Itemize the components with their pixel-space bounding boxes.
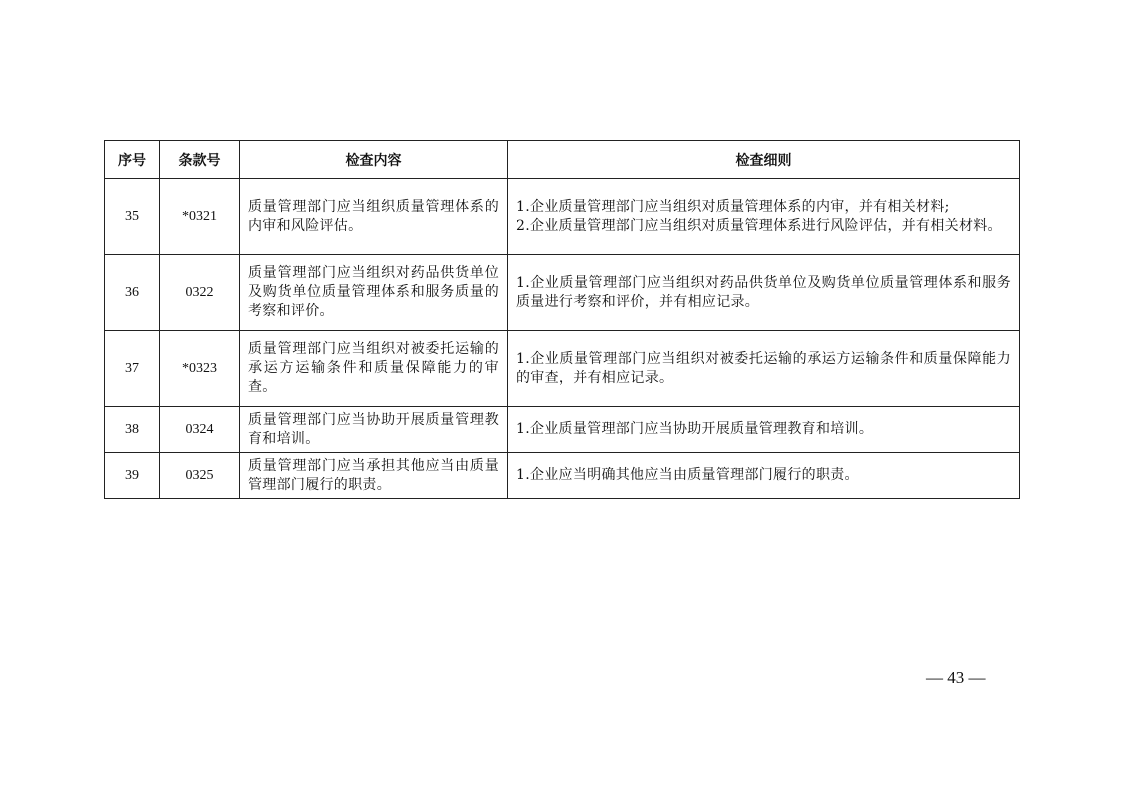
table-row (105, 331, 1020, 407)
header-detail: 检查细则 (508, 141, 1020, 179)
header-content: 检查内容 (240, 141, 508, 179)
seq-cell: 36 (105, 255, 160, 331)
seq-cell: 35 (105, 179, 160, 255)
content-cell: 质量管理部门应当承担其他应当由质量管理部门履行的职责。 (240, 453, 508, 499)
content-cell: 质量管理部门应当组织对药品供货单位及购货单位质量管理体系和服务质量的考察和评价。 (240, 255, 508, 331)
clause-cell: 0324 (160, 407, 240, 453)
table-header-row (105, 141, 1020, 179)
detail-line: 1.企业质量管理部门应当组织对被委托运输的承运方运输条件和质量保障能力的审查，并有相应记录。 (516, 350, 1011, 386)
detail-line: 1.企业质量管理部门应当协助开展质量管理教育和培训。 (516, 421, 874, 437)
detail-line: 1.企业质量管理部门应当组织对质量管理体系的内审，并有相关材料; (516, 198, 950, 215)
seq-cell: 38 (105, 407, 160, 453)
detail-cell (508, 453, 1020, 499)
table-row (105, 255, 1020, 331)
header-clause: 条款号 (160, 141, 240, 179)
detail-cell (508, 179, 1020, 255)
clause-cell: 0325 (160, 453, 240, 499)
seq-cell: 39 (105, 453, 160, 499)
content-cell: 质量管理部门应当组织对被委托运输的承运方运输条件和质量保障能力的审查。 (240, 331, 508, 407)
content-cell: 质量管理部门应当协助开展质量管理教育和培训。 (240, 407, 508, 453)
clause-cell: 0322 (160, 255, 240, 331)
clause-cell: *0323 (160, 331, 240, 407)
detail-line: 2.企业质量管理部门应当组织对质量管理体系进行风险评估，并有相关材料。 (516, 217, 1002, 234)
table-row (105, 407, 1020, 453)
header-seq: 序号 (105, 141, 160, 179)
table-row (105, 453, 1020, 499)
detail-cell (508, 331, 1020, 407)
table-row (105, 179, 1020, 255)
detail-cell (508, 407, 1020, 453)
seq-cell: 37 (105, 331, 160, 407)
detail-line: 1.企业质量管理部门应当组织对药品供货单位及购货单位质量管理体系和服务质量进行考察和评价，并有相应记录。 (516, 274, 1011, 310)
content-cell: 质量管理部门应当组织质量管理体系的内审和风险评估。 (240, 179, 508, 255)
inspection-table (104, 140, 1020, 499)
clause-cell: *0321 (160, 179, 240, 255)
detail-line: 1.企业应当明确其他应当由质量管理部门履行的职责。 (516, 467, 859, 483)
page-number: — 43 — (926, 668, 986, 687)
detail-cell (508, 255, 1020, 331)
